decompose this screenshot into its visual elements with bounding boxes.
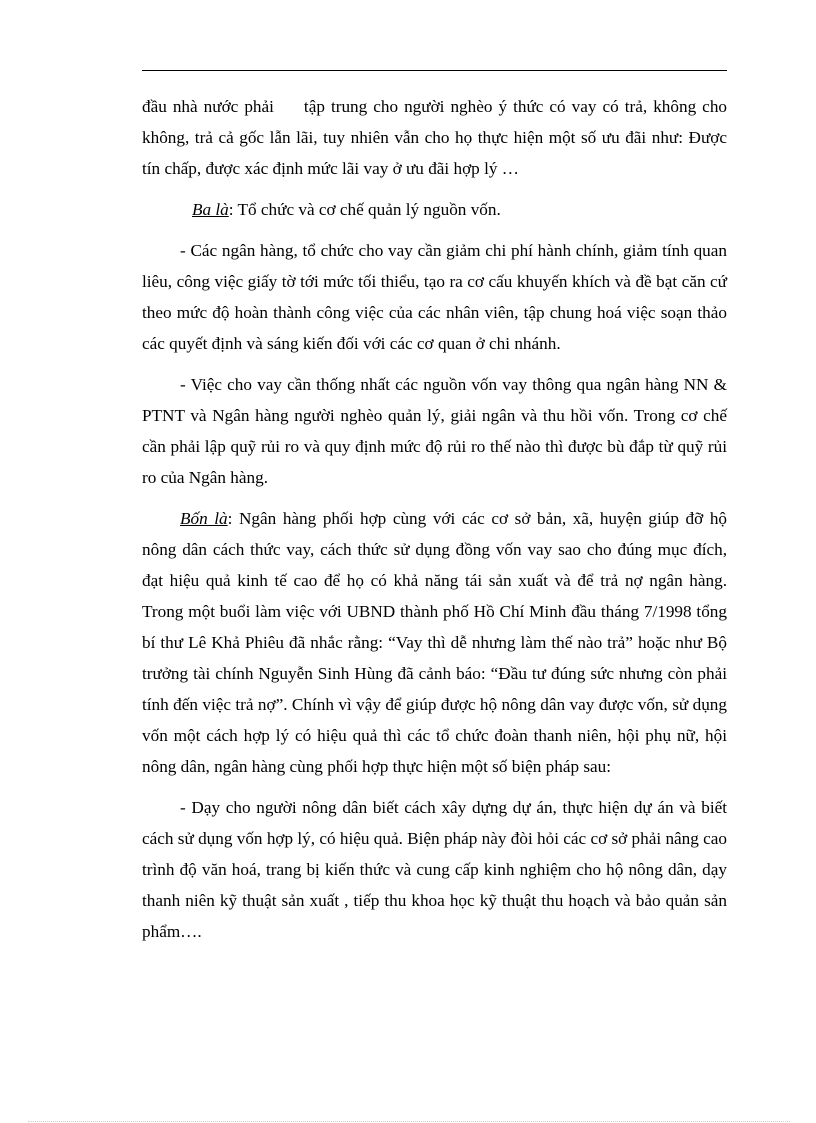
paragraph-1-part-a: đầu nhà nước phải (142, 97, 274, 116)
section-ba-la (142, 194, 727, 225)
paragraph-lending-unification: - Việc cho vay cần thống nhất các nguồn vốn vay thông qua ngân hàng NN & PTNT và Ngân hàng người nghèo quản lý, giải ngân và thu hồi vốn. Trong cơ chế cần phải lập quỹ rủi ro và quy định mức độ rủi ro thế nào thì được bù đắp từ quỹ rủi ro của Ngân hàng. (142, 375, 727, 487)
section-label-ba-la: Ba là (192, 200, 229, 219)
paragraph-farmer-training: - Dạy cho người nông dân biết cách xây dựng dự án, thực hiện dự án và biết cách sử dụng vốn hợp lý, có hiệu quả. Biện pháp này đòi hỏi các cơ sở phải nâng cao trình độ văn hoá, trang bị kiến thức và cung cấp kinh nghiệm cho hộ nông dân, dạy thanh niên kỹ thuật sản xuất , tiếp thu khoa học kỹ thuật thu hoạch và bảo quản sản phẩm…. (142, 798, 727, 941)
footer-divider (28, 1121, 790, 1122)
document-body (142, 91, 727, 957)
header-divider (142, 70, 727, 71)
section-heading-text: : Tổ chức và cơ chế quản lý nguồn vốn. (228, 200, 501, 219)
section-bon-la (142, 503, 727, 782)
section-bon-la-text: : Ngân hàng phối hợp cùng với các cơ sở bản, xã, huyện giúp đỡ hộ nông dân cách thức vay, cách thức sử dụng đồng vốn vay sao cho đúng mục đích, đạt hiệu quả kinh tế cao để họ có khả năng tái sản xuất và để trả nợ ngân hàng. Trong một buổi làm việc với UBND thành phố Hồ Chí Minh đầu tháng 7/1998 tổng bí thư Lê Khả Phiêu đã nhắc rằng: “Vay thì dễ nhưng làm thế nào trả” hoặc như Bộ trưởng tài chính Nguyễn Sinh Hùng đã cảnh báo: “Đầu tư đúng sức nhưng còn phải tính đến việc trả nợ”. Chính vì vậy để giúp được hộ nông dân vay được vốn, sử dụng vốn một cách hợp lý có hiệu quả thì các tổ chức đoàn thanh niên, hội phụ nữ, hội nông dân, ngân hàng cùng phối hợp thực hiện một số biện pháp sau: (142, 509, 728, 776)
paragraph-continuation (142, 91, 727, 184)
paragraph-bank-costs: - Các ngân hàng, tổ chức cho vay cần giảm chi phí hành chính, giảm tính quan liêu, công việc giấy tờ tới mức tối thiểu, tạo ra cơ cấu khuyến khích và đề bạt căn cứ theo mức độ hoàn thành công việc của các nhân viên, tập chung hoá việc soạn thảo các quyết định và sáng kiến đối với các cơ quan ở chi nhánh. (142, 241, 727, 353)
section-label-bon-la: Bốn là (180, 509, 228, 528)
paragraph-1-part-b: tập trung cho người nghèo ý thức có vay có trả, không cho không, trả cả gốc lẫn lãi, tuy nhiên vẫn cho họ thực hiện một số ưu đãi như: Được tín chấp, được xác định mức lãi vay ở ưu đãi hợp lý … (142, 97, 728, 178)
